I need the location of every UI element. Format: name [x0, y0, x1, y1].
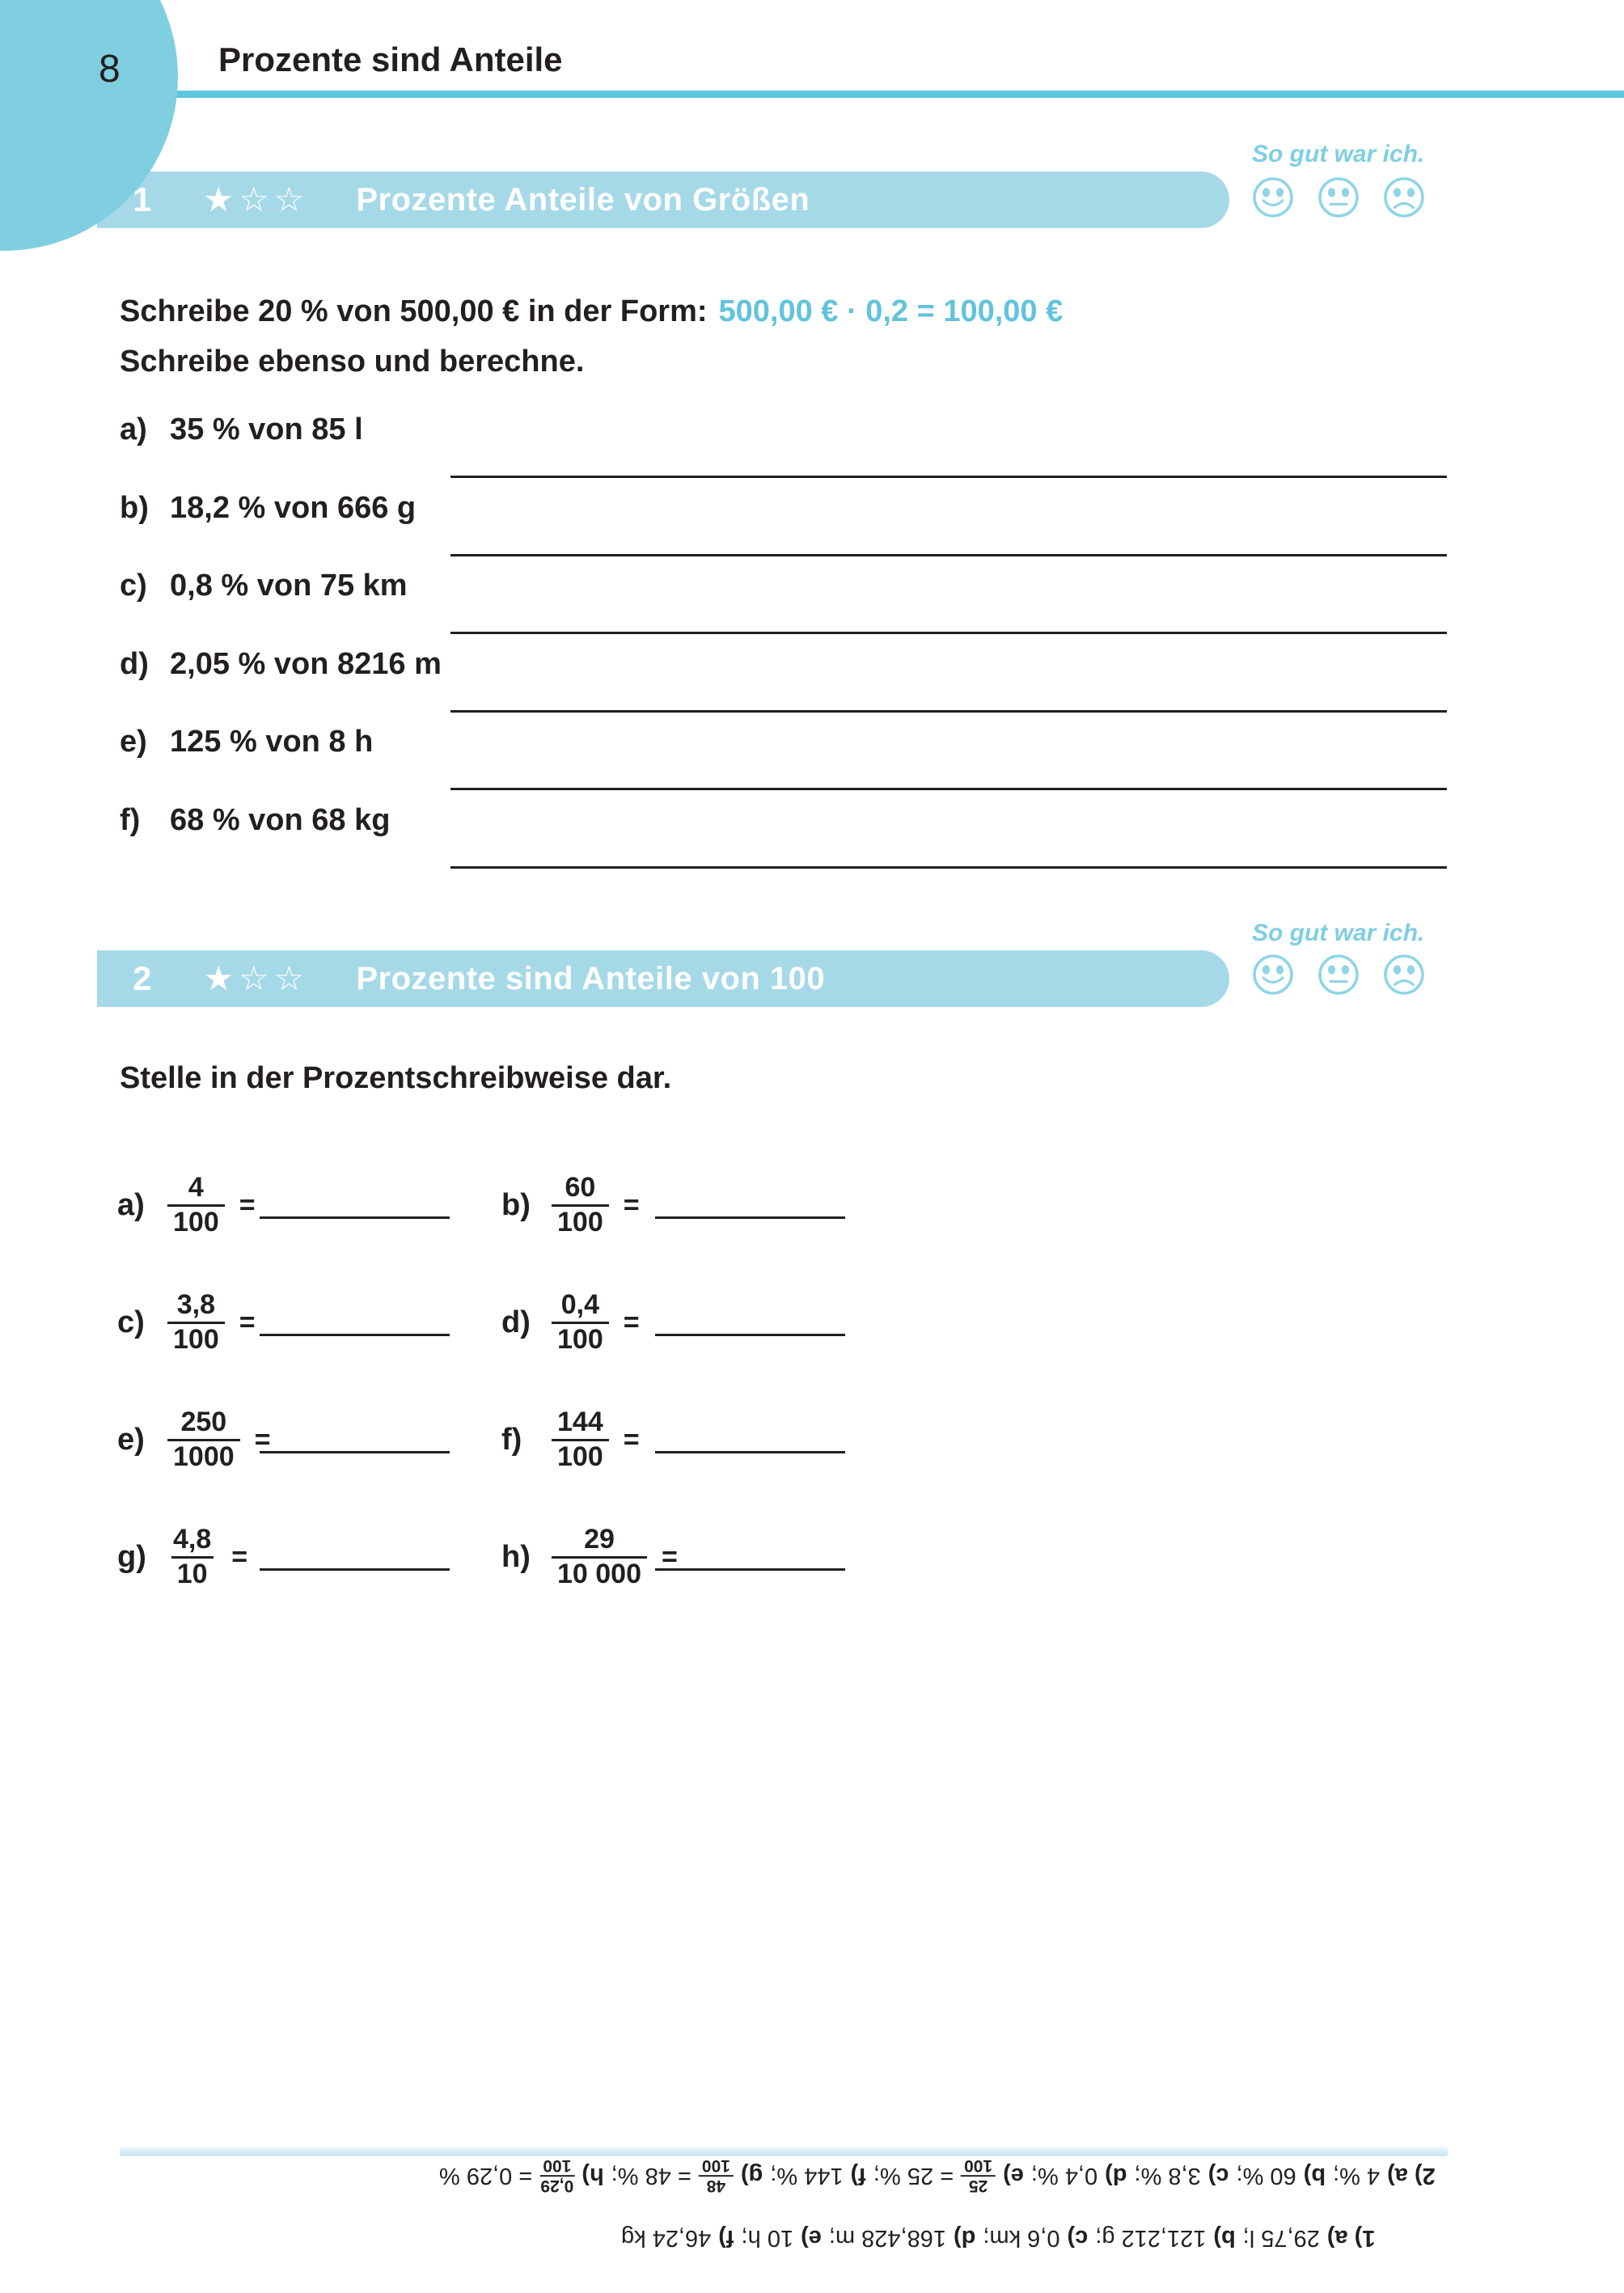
task2-item — [501, 1280, 882, 1364]
task1-example-formula: 500,00 € · 0,2 = 100,00 € — [718, 294, 1064, 328]
answer-item-label: g) — [741, 2163, 763, 2189]
page-title: Prozente sind Anteile — [218, 40, 563, 78]
happy-face-icon[interactable] — [1252, 954, 1294, 996]
equals-sign: = — [623, 1189, 640, 1221]
answer-item-value: = 48 %; — [611, 2163, 692, 2189]
answer-item-value: 168,428 m; — [828, 2225, 946, 2251]
answers-task1-line — [614, 2224, 1376, 2251]
header-rule — [166, 91, 1624, 98]
answer-item-label: 1) a) — [1326, 2225, 1375, 2251]
item-label: f) — [120, 803, 141, 837]
answer-item-value: 60 %; — [1236, 2163, 1296, 2189]
item-text: 35 % von 85 l — [170, 412, 363, 446]
answer-item-label: e) — [1003, 2163, 1025, 2189]
answer-item-label: d) — [1105, 2163, 1127, 2189]
answer-blank-line[interactable] — [450, 632, 1447, 634]
answer-item-value: 0,4 %; — [1031, 2163, 1098, 2189]
happy-face-icon[interactable] — [1252, 176, 1294, 218]
fraction-numerator: 3,8 — [176, 1289, 215, 1321]
task2-banner — [97, 950, 1229, 1007]
task2-difficulty-stars: ★☆☆ — [203, 959, 310, 997]
task1-item — [120, 803, 390, 838]
task2-intro: Stelle in der Prozentschreibweise dar. — [120, 1061, 672, 1095]
task1-intro-line2: Schreibe ebenso und berechne. — [120, 345, 585, 379]
task1-difficulty-stars: ★☆☆ — [203, 180, 310, 218]
fraction-numerator: 144 — [557, 1407, 603, 1438]
task1-item — [120, 725, 373, 759]
fraction-numerator: 4 — [188, 1172, 204, 1204]
answer-blank-line[interactable] — [450, 476, 1447, 478]
item-text: 68 % von 68 kg — [170, 803, 391, 837]
task1-number: 1 — [133, 180, 152, 218]
answer-item-label: h) — [582, 2163, 604, 2189]
answer-item-label: c) — [1207, 2163, 1229, 2189]
sad-face-icon[interactable] — [1383, 954, 1425, 996]
fraction-denominator: 10 000 — [552, 1556, 647, 1590]
task2-item — [501, 1398, 882, 1482]
equals-sign: = — [623, 1306, 640, 1338]
answer-fraction — [961, 2156, 996, 2195]
item-label: c) — [120, 569, 147, 603]
fraction — [167, 1172, 225, 1237]
neutral-face-icon[interactable] — [1317, 954, 1360, 996]
fraction — [552, 1289, 609, 1355]
answer-blank-line[interactable] — [655, 1334, 845, 1336]
task1-item — [120, 647, 442, 682]
answer-item-value: 144 %; — [770, 2163, 844, 2189]
fraction-denominator: 100 — [540, 2156, 575, 2177]
fraction-denominator: 100 — [552, 1322, 609, 1356]
task2-item — [117, 1280, 497, 1364]
equals-sign: = — [239, 1306, 256, 1338]
task2-item — [501, 1515, 882, 1599]
task2-item — [117, 1163, 497, 1247]
answer-item-label: 2) a) — [1387, 2163, 1436, 2189]
answer-fraction — [699, 2156, 734, 2195]
task1-banner — [97, 171, 1229, 228]
answer-blank-line[interactable] — [450, 554, 1447, 556]
fraction-denominator: 100 — [167, 1322, 225, 1356]
answer-blank-line[interactable] — [655, 1568, 845, 1571]
fraction-numerator: 0,4 — [560, 1289, 599, 1321]
fraction-numerator: 250 — [180, 1407, 227, 1438]
fraction-numerator: 48 — [706, 2177, 726, 2196]
answers-divider-band — [120, 2147, 1448, 2156]
fraction-numerator: 0,29 — [540, 2177, 574, 2196]
item-label: b) — [501, 1187, 531, 1222]
page-number: 8 — [99, 48, 121, 91]
answer-item-label: b) — [1303, 2163, 1326, 2189]
fraction-denominator: 100 — [961, 2156, 996, 2177]
task1-item — [120, 412, 363, 447]
equals-sign: = — [662, 1541, 678, 1572]
answer-blank-line[interactable] — [655, 1451, 845, 1453]
answer-blank-line[interactable] — [655, 1216, 845, 1219]
task2-item — [117, 1515, 497, 1599]
equals-sign: = — [254, 1424, 271, 1455]
answer-blank-line[interactable] — [260, 1216, 450, 1219]
equals-sign: = — [623, 1424, 640, 1455]
fraction-denominator: 100 — [699, 2156, 734, 2177]
answer-item-value: 29,75 l; — [1242, 2225, 1320, 2251]
item-text: 125 % von 8 h — [170, 725, 374, 759]
item-label: g) — [117, 1539, 146, 1574]
item-label: c) — [117, 1305, 145, 1339]
task1-item — [120, 491, 416, 526]
item-text: 18,2 % von 666 g — [170, 490, 417, 525]
fraction-numerator: 4,8 — [173, 1524, 212, 1555]
fraction-numerator: 60 — [565, 1172, 596, 1204]
rating-faces-task2 — [1252, 954, 1425, 996]
item-label: a) — [117, 1187, 145, 1222]
task1-intro-black: Schreibe 20 % von 500,00 € in der Form: — [120, 294, 708, 328]
answer-item-value: = 25 %; — [873, 2163, 954, 2189]
fraction — [552, 1524, 647, 1589]
item-label: d) — [120, 646, 149, 681]
neutral-face-icon[interactable] — [1317, 176, 1360, 218]
fraction — [552, 1172, 609, 1237]
item-label: e) — [117, 1422, 145, 1457]
answer-item-label: f) — [850, 2163, 867, 2189]
fraction-numerator: 25 — [969, 2177, 988, 2196]
answer-blank-line[interactable] — [260, 1451, 450, 1453]
fraction — [167, 1289, 225, 1355]
item-label: f) — [501, 1422, 522, 1457]
answer-item-label: c) — [1066, 2225, 1088, 2251]
answer-item-value: 46,24 kg — [620, 2225, 711, 2251]
item-label: b) — [120, 490, 149, 525]
fraction-denominator: 100 — [552, 1439, 609, 1473]
task2-item — [501, 1163, 882, 1247]
item-text: 0,8 % von 75 km — [170, 569, 408, 603]
item-label: d) — [501, 1305, 531, 1339]
answer-item-label: d) — [953, 2225, 975, 2251]
fraction-denominator: 1000 — [167, 1439, 240, 1473]
task2-item — [117, 1398, 497, 1482]
item-label: h) — [501, 1539, 531, 1574]
answer-blank-line[interactable] — [450, 710, 1447, 713]
rating-label-task1: So gut war ich. — [1252, 141, 1425, 167]
answer-item-value: 121,212 g; — [1094, 2225, 1206, 2251]
answer-item-label: b) — [1212, 2225, 1236, 2251]
answer-item-value: 4 %; — [1333, 2163, 1381, 2189]
rating-label-task2: So gut war ich. — [1252, 920, 1425, 946]
fraction — [167, 1407, 240, 1472]
answer-item-value: = 0,29 % — [439, 2163, 533, 2189]
fraction-numerator: 29 — [584, 1524, 615, 1555]
item-text: 2,05 % von 8216 m — [170, 646, 442, 681]
equals-sign: = — [239, 1189, 256, 1221]
answer-item-label: e) — [800, 2225, 822, 2251]
rating-faces-task1 — [1252, 176, 1425, 218]
equals-sign: = — [231, 1541, 248, 1572]
task1-item — [120, 569, 408, 603]
task2-number: 2 — [133, 959, 152, 997]
answer-item-label: f) — [717, 2225, 734, 2251]
fraction-denominator: 100 — [167, 1204, 225, 1238]
answer-fraction — [540, 2156, 575, 2195]
fraction-denominator: 100 — [552, 1204, 609, 1238]
answer-blank-line[interactable] — [450, 788, 1447, 790]
answer-item-value: 3,8 %; — [1134, 2163, 1201, 2189]
answer-item-value: 10 h; — [741, 2225, 793, 2251]
item-label: a) — [120, 412, 147, 446]
answers-task2-line — [432, 2156, 1436, 2195]
answer-blank-line[interactable] — [260, 1568, 450, 1571]
answer-item-value: 0,6 km; — [982, 2225, 1059, 2251]
fraction — [167, 1524, 217, 1589]
task1-intro-line1 — [120, 294, 1063, 329]
task2-title: Prozente sind Anteile von 100 — [356, 960, 826, 996]
sad-face-icon[interactable] — [1383, 176, 1425, 218]
answer-blank-line[interactable] — [450, 866, 1447, 869]
fraction — [552, 1407, 609, 1472]
task1-title: Prozente Anteile von Größen — [356, 181, 810, 218]
item-label: e) — [120, 725, 147, 759]
fraction-denominator: 10 — [171, 1556, 214, 1590]
answer-blank-line[interactable] — [260, 1334, 450, 1336]
